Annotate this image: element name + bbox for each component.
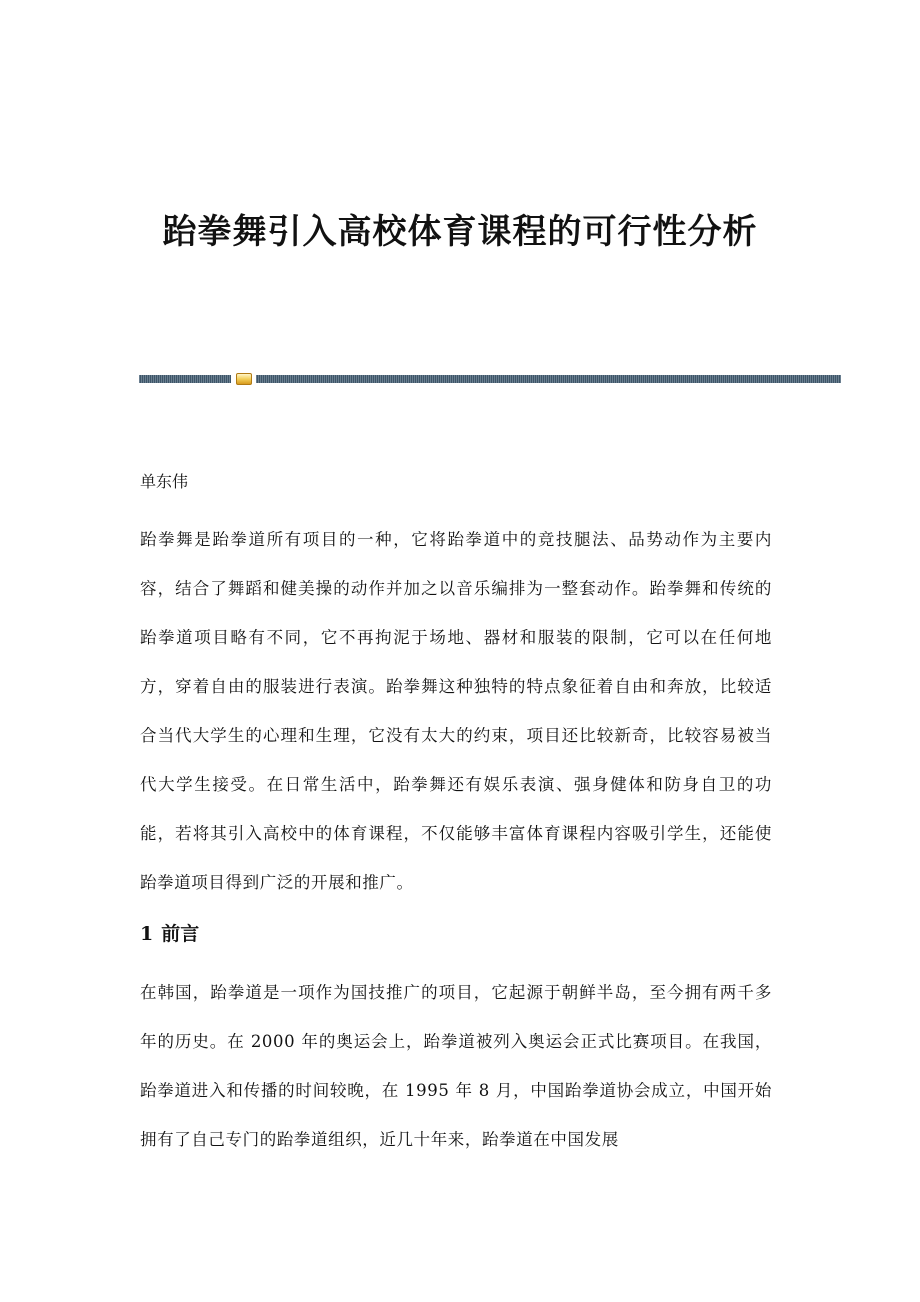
section-paragraph: 在韩国，跆拳道是一项作为国技推广的项目，它起源于朝鲜半岛，至今拥有两千多年的历史。在 2000 年的奥运会上，跆拳道被列入奥运会正式比赛项目。在我国，跆拳道进入和传播的时间较晚，在 1995 年 8 月，中国跆拳道协会成立，中国开始拥有了自己专门的跆拳道组织，近几十年来，跆拳道在中国发展 bbox=[140, 983, 772, 1149]
divider-bar-right bbox=[256, 375, 841, 383]
section-title: 前言 bbox=[161, 923, 200, 945]
section-heading bbox=[140, 916, 199, 952]
document-title: 跆拳舞引入高校体育课程的可行性分析 bbox=[162, 212, 758, 252]
divider-bar-left bbox=[139, 375, 231, 383]
title-divider bbox=[139, 373, 841, 385]
ornament-icon bbox=[236, 373, 252, 385]
section-number: 1 bbox=[140, 923, 154, 945]
author-name: 单东伟 bbox=[140, 472, 189, 491]
intro-paragraph: 跆拳舞是跆拳道所有项目的一种，它将跆拳道中的竞技腿法、品势动作为主要内容，结合了舞蹈和健美操的动作并加之以音乐编排为一整套动作。跆拳舞和传统的跆拳道项目略有不同，它不再拘泥于场地、器材和服装的限制，它可以在任何地方，穿着自由的服装进行表演。跆拳舞这种独特的特点象征着自由和奔放，比较适合当代大学生的心理和生理，它没有太大的约束，项目还比较新奇，比较容易被当代大学生接受。在日常生活中，跆拳舞还有娱乐表演、强身健体和防身自卫的功能，若将其引入高校中的体育课程，不仅能够丰富体育课程内容吸引学生，还能使跆拳道项目得到广泛的开展和推广。 bbox=[140, 530, 772, 892]
